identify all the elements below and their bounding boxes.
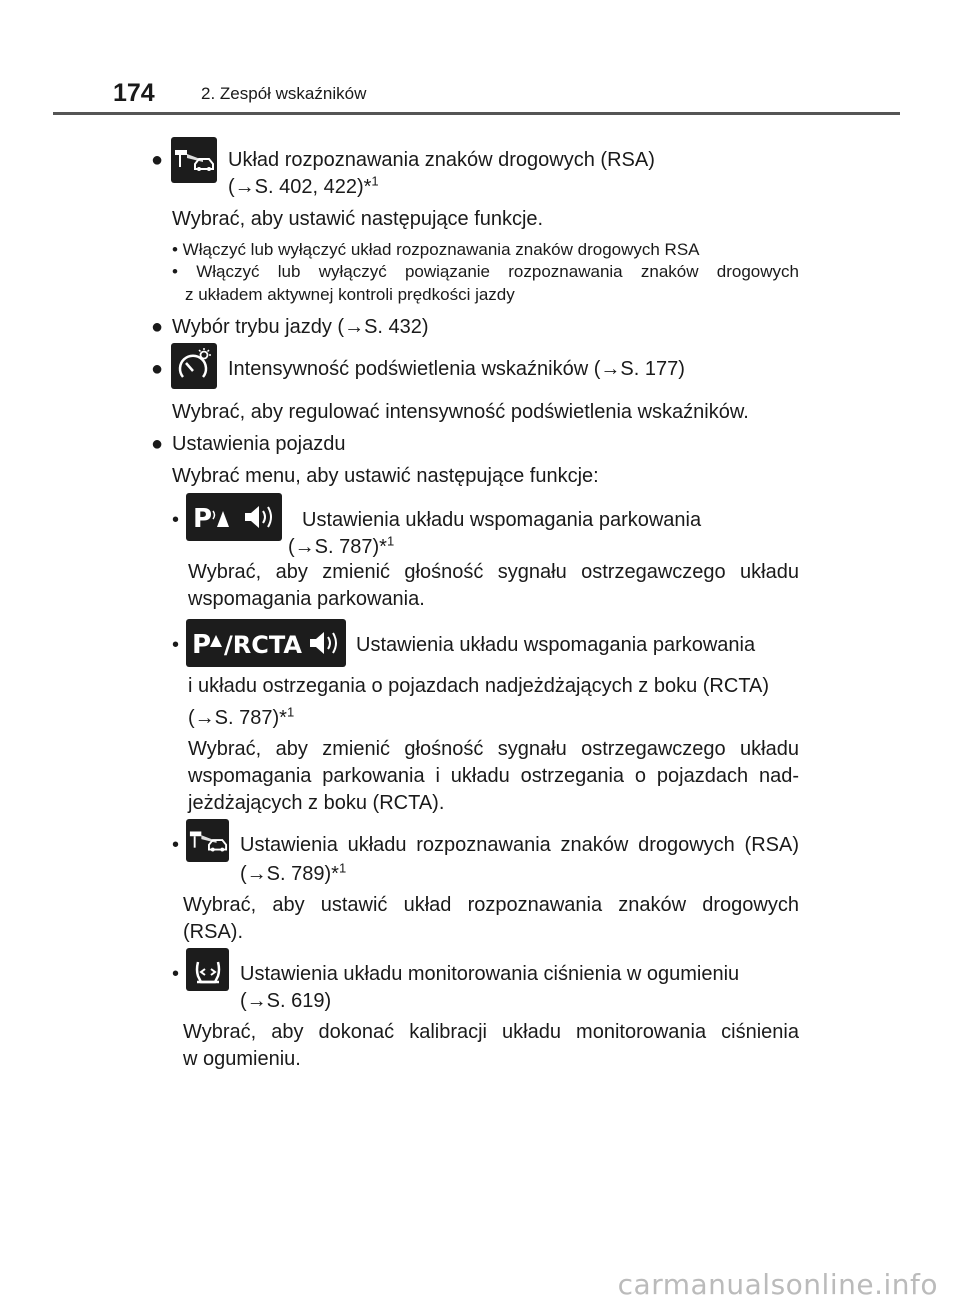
svg-text:P: P — [192, 630, 212, 660]
rcta-title-cont: i układu ostrzegania o pojazdach nadjeżdżających z boku (RCTA) — [188, 675, 770, 697]
parking-title: Ustawienia układu wspomagania parkowania — [302, 509, 702, 531]
rsa-sub-item-2: • Włączyć lub wyłączyć powiązanie rozpoznawania znaków drogowych — [172, 262, 799, 281]
bullet-dot: • — [172, 963, 180, 985]
rsa-settings-description-cont: (RSA). — [183, 921, 243, 943]
road-sign-car-icon — [171, 137, 217, 183]
rcta-description-end: jeżdżających z boku (RCTA). — [188, 792, 445, 814]
rcta-ref: (→S. 787)*$^1$ — [188, 704, 295, 729]
rcta-volume-icon — [186, 619, 346, 667]
parking-description-cont: wspomagania parkowania. — [188, 588, 425, 610]
rcta-description: Wybrać, aby zmienić głośność sygnału ostrzegawczego układu — [188, 738, 799, 760]
watermark: carmanualsonline.info — [617, 1268, 938, 1301]
rsa-settings-title: Ustawienia układu rozpoznawania znaków drogowych (RSA) — [240, 834, 799, 856]
bullet-dot: • — [172, 509, 180, 531]
tpms-description: Wybrać, aby dokonać kalibracji układu monitorowania ciśnienia — [183, 1021, 799, 1043]
chapter-title: 2. Zespół wskaźników — [201, 84, 367, 103]
parking-sensor-volume-icon — [186, 493, 282, 541]
rsa-ref: (→S. 402, 422)*$^1$ — [228, 173, 379, 198]
bullet-dot: • — [172, 834, 180, 856]
parking-description: Wybrać, aby zmienić głośność sygnału ostrzegawczego układu — [188, 561, 799, 583]
rcta-title: Ustawienia układu wspomagania parkowania — [356, 634, 756, 656]
svg-text:/RCTA: /RCTA — [224, 631, 302, 659]
vehicle-settings-description: Wybrać menu, aby ustawić następujące funkcje: — [172, 465, 599, 487]
rsa-settings-ref: (→S. 789)*$^1$ — [240, 860, 347, 885]
tpms-ref: (→S. 619) — [240, 990, 332, 1012]
bullet-dot: • — [172, 634, 180, 656]
rsa-title: Układ rozpoznawania znaków drogowych (RSA) — [228, 149, 655, 171]
bullet-circle: ● — [151, 316, 164, 338]
bullet-circle: ● — [151, 433, 164, 455]
page-number: 174 — [113, 79, 155, 107]
rsa-description: Wybrać, aby ustawić następujące funkcje. — [172, 208, 544, 230]
page-header — [113, 78, 900, 114]
header-divider — [53, 112, 900, 115]
drive-mode-title: Wybór trybu jazdy (→S. 432) — [172, 316, 429, 338]
brightness-title: Intensywność podświetlenia wskaźników (→S. 177) — [228, 358, 685, 380]
gauge-brightness-icon — [171, 343, 217, 389]
brightness-description: Wybrać, aby regulować intensywność podświetlenia wskaźników. — [172, 401, 749, 423]
vehicle-settings-title: Ustawienia pojazdu — [172, 433, 346, 455]
bullet-circle: ● — [151, 149, 164, 171]
bullet-circle: ● — [151, 358, 164, 380]
tpms-description-cont: w ogumieniu. — [183, 1048, 301, 1070]
rcta-description-cont: wspomagania parkowania i układu ostrzegania o pojazdach nad- — [188, 765, 799, 787]
parking-ref: (→S. 787)*$^1$ — [288, 533, 395, 558]
svg-text:P: P — [193, 504, 213, 534]
rsa-sub-item-1: • Włączyć lub wyłączyć układ rozpoznawania znaków drogowych RSA — [172, 240, 700, 259]
tpms-title: Ustawienia układu monitorowania ciśnienia w ogumieniu — [240, 963, 740, 985]
road-sign-car-icon — [186, 819, 229, 862]
tire-pressure-icon — [186, 948, 229, 991]
rsa-sub-item-2-cont: z układem aktywnej kontroli prędkości jazdy — [185, 285, 515, 304]
rsa-settings-description: Wybrać, aby ustawić układ rozpoznawania znaków drogowych — [183, 894, 799, 916]
